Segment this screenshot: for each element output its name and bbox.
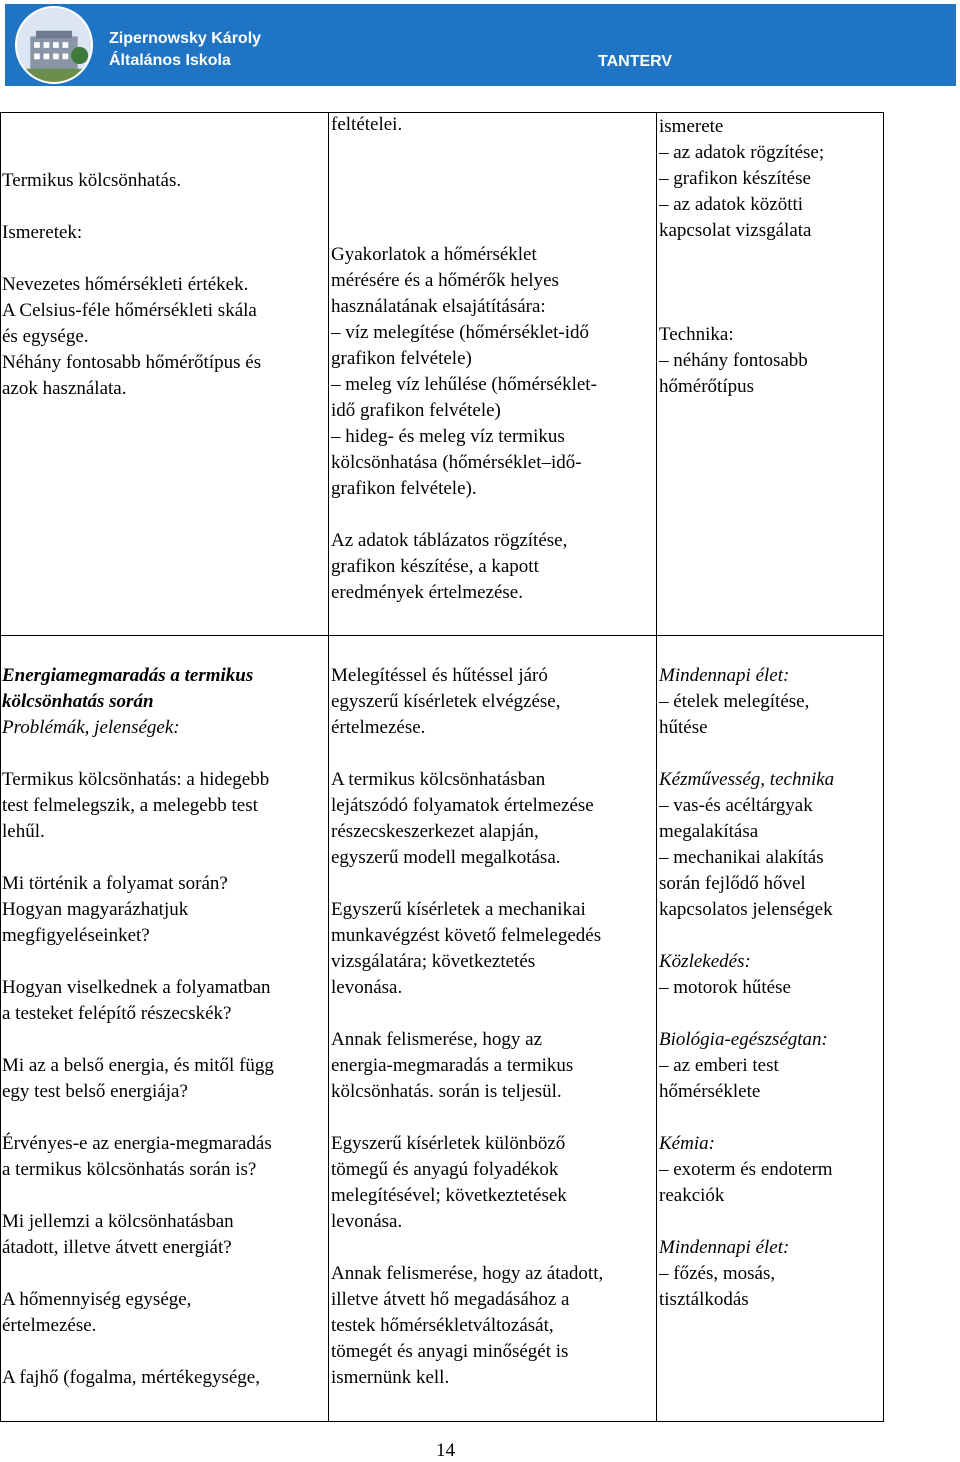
table-text: Érvényes-e az energia-megmaradás — [2, 1133, 272, 1154]
table-text: Gyakorlatok a hőmérséklet — [331, 244, 537, 265]
table-text: Nevezetes hőmérsékleti értékek. — [2, 274, 249, 295]
table-text: megalakítása — [659, 821, 759, 842]
table-text: A hőmennyiség egysége, — [2, 1289, 192, 1310]
table-text: lejátszódó folyamatok értelmezése — [331, 795, 594, 816]
table-text: Annak felismerése, hogy az — [331, 1029, 543, 1050]
table-text: eredmények értelmezése. — [331, 582, 523, 603]
school-logo — [15, 6, 93, 84]
table-text: mérésére és a hőmérők helyes — [331, 270, 559, 291]
table-text: Hogyan magyarázhatjuk — [2, 899, 189, 920]
table-text: melegítésével; következtetések — [331, 1185, 567, 1206]
table-text: lehűl. — [2, 821, 45, 842]
table-text — [2, 194, 261, 220]
table-text: tisztálkodás — [659, 1289, 749, 1310]
subheading: Mindennapi élet: — [659, 665, 790, 686]
table-border-left — [0, 112, 1, 1422]
table-text: levonása. — [331, 977, 403, 998]
table-text: kölcsönhatása (hőmérséklet–idő- — [331, 452, 582, 473]
table-text: egyszerű modell megalkotása. — [331, 847, 561, 868]
table-text: grafikon felvétele) — [331, 348, 472, 369]
table-text: Egyszerű kísérletek különböző — [331, 1133, 566, 1154]
table-text: grafikon készítése, a kapott — [331, 556, 539, 577]
table-divider-2 — [656, 112, 657, 1422]
subheading: Mindennapi élet: — [659, 1237, 790, 1258]
subheading: Kémia: — [659, 1133, 715, 1154]
table-text: feltételei. — [331, 114, 403, 135]
table-text: azok használata. — [2, 378, 127, 399]
table-text: használatának elsajátítására: — [331, 296, 546, 317]
table-border-bottom — [0, 1421, 884, 1422]
table-text: Hogyan viselkednek a folyamatban — [2, 977, 271, 998]
page-number: 14 — [436, 1440, 455, 1461]
table-text: Technika: — [659, 324, 734, 345]
table-text: A fajhő (fogalma, mértékegysége, — [2, 1367, 260, 1388]
table-text — [2, 246, 261, 272]
section2-topics-cell — [2, 663, 274, 1391]
table-text: – az emberi test — [659, 1055, 779, 1076]
table-text: test felmelegszik, a melegebb test — [2, 795, 258, 816]
table-text: – mechanikai alakítás — [659, 847, 824, 868]
table-text: átadott, illetve átvett energiát? — [2, 1237, 232, 1258]
table-text: ismernünk kell. — [331, 1367, 450, 1388]
table-text: A Celsius-féle hőmérsékleti skála — [2, 300, 257, 321]
table-text: egy test belső energiája? — [2, 1081, 188, 1102]
subheading: Közlekedés: — [659, 951, 751, 972]
section-title: Energiamegmaradás a termikus — [2, 665, 254, 686]
school-building-icon — [17, 8, 91, 82]
table-text: – ételek melegítése, — [659, 691, 810, 712]
school-name-line1: Zipernowsky Károly — [109, 30, 262, 47]
subheading: Kézművesség, technika — [659, 769, 835, 790]
table-text: – az adatok közötti — [659, 194, 804, 215]
table-text: illetve átvett hő megadásához a — [331, 1289, 570, 1310]
table-text: értelmezése. — [331, 717, 426, 738]
subheading: Biológia-egészségtan: — [659, 1029, 828, 1050]
header-banner — [5, 4, 956, 86]
table-text: hőmérséklete — [659, 1081, 761, 1102]
table-text: testek hőmérsékletváltozását, — [331, 1315, 554, 1336]
table-text: Termikus kölcsönhatás. — [2, 170, 182, 191]
table-text: ismerete — [659, 116, 724, 137]
table-text: és egysége. — [2, 326, 89, 347]
document-label: TANTERV — [598, 53, 673, 70]
table-border-right — [883, 112, 884, 1422]
table-text: grafikon felvétele). — [331, 478, 477, 499]
subheading: Problémák, jelenségek: — [2, 717, 180, 738]
table-text: Annak felismerése, hogy az átadott, — [331, 1263, 604, 1284]
table-text: idő grafikon felvétele) — [331, 400, 501, 421]
table-text: Ismeretek: — [2, 222, 83, 243]
table-text: megfigyeléseinket? — [2, 925, 150, 946]
table-text: Mi az a belső energia, és mitől függ — [2, 1055, 274, 1076]
table-text: – víz melegítése (hőmérséklet-idő — [331, 322, 589, 343]
table-text: kapcsolatos jelenségek — [659, 899, 833, 920]
table-text: során fejlődő hővel — [659, 873, 806, 894]
table-text: kapcsolat vizsgálata — [659, 220, 812, 241]
table-text: Az adatok táblázatos rögzítése, — [331, 530, 568, 551]
table-text: levonása. — [331, 1211, 403, 1232]
table-text: Melegítéssel és hűtéssel járó — [331, 665, 548, 686]
table-text: Néhány fontosabb hőmérőtípus és — [2, 352, 262, 373]
table-text: A termikus kölcsönhatásban — [331, 769, 546, 790]
section2-activities-cell — [331, 663, 603, 1391]
table-text: vizsgálatára; következtetés — [331, 951, 536, 972]
table-text: reakciók — [659, 1185, 725, 1206]
section-title: kölcsönhatás során — [2, 691, 154, 712]
table-text: értelmezése. — [2, 1315, 97, 1336]
table-text: Egyszerű kísérletek a mechanikai — [331, 899, 586, 920]
table-text: a testeket felépítő részecskék? — [2, 1003, 232, 1024]
table-text: egyszerű kísérletek elvégzése, — [331, 691, 561, 712]
table-text: – hideg- és meleg víz termikus — [331, 426, 565, 447]
table-text: – exoterm és endoterm — [659, 1159, 833, 1180]
table-text: – főzés, mosás, — [659, 1263, 776, 1284]
table-text: – néhány fontosabb — [659, 350, 808, 371]
table-text: tömegét és anyagi minőségét is — [331, 1341, 569, 1362]
table-text: munkavégzést követő felmelegedés — [331, 925, 602, 946]
table-text: Mi jellemzi a kölcsönhatásban — [2, 1211, 234, 1232]
table-text: Termikus kölcsönhatás: a hidegebb — [2, 769, 270, 790]
table-text: – meleg víz lehűlése (hőmérséklet- — [331, 374, 597, 395]
section1-connections-cell — [659, 114, 824, 400]
table-text: hűtése — [659, 717, 708, 738]
table-text: – vas-és acéltárgyak — [659, 795, 813, 816]
table-text: a termikus kölcsönhatás során is? — [2, 1159, 257, 1180]
section2-connections-cell — [659, 663, 834, 1313]
section1-topics-cell — [2, 168, 261, 402]
table-text: – az adatok rögzítése; — [659, 142, 825, 163]
table-text: – grafikon készítése — [659, 168, 811, 189]
section1-activities-cell — [331, 112, 597, 606]
table-text: – motorok hűtése — [659, 977, 791, 998]
school-name-line2: Általános Iskola — [109, 52, 231, 69]
table-text: tömegű és anyagú folyadékok — [331, 1159, 559, 1180]
school-name — [109, 28, 261, 72]
table-text: részecskeszerkezet alapján, — [331, 821, 539, 842]
table-text: energia-megmaradás a termikus — [331, 1055, 574, 1076]
table-row-divider — [0, 635, 884, 636]
table-divider-1 — [328, 112, 329, 1422]
table-text: Mi történik a folyamat során? — [2, 873, 228, 894]
table-text: hőmérőtípus — [659, 376, 754, 397]
curriculum-table — [0, 112, 884, 1422]
table-text: kölcsönhatás. során is teljesül. — [331, 1081, 562, 1102]
